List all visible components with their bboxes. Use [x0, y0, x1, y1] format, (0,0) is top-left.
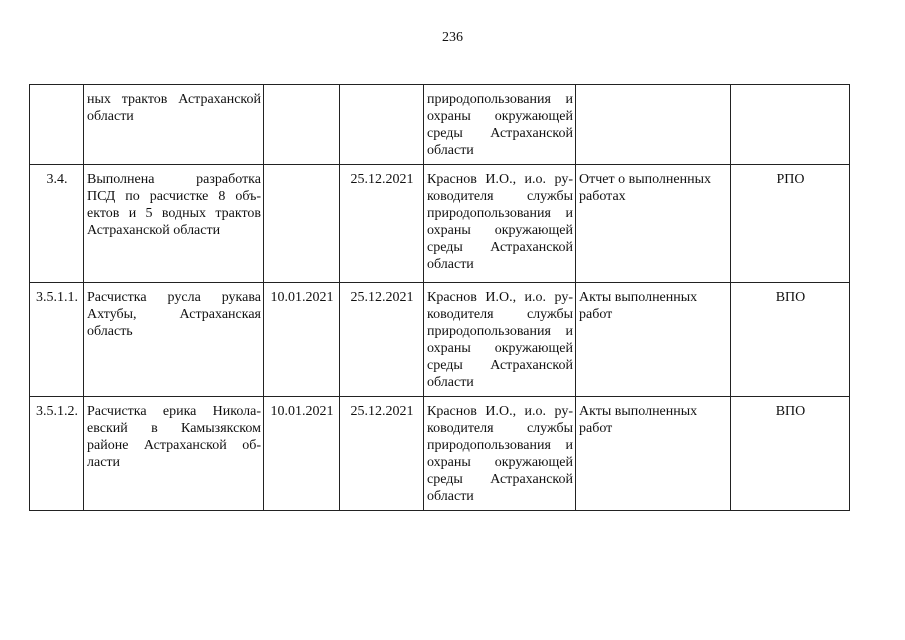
desc-line: Выполнена разработка	[87, 172, 261, 187]
table-row	[30, 283, 850, 397]
cell-number	[30, 85, 84, 165]
resp-line: Краснов И.О., и.о. ру-	[427, 404, 573, 419]
page-number: 236	[442, 30, 463, 45]
doc-line: работах	[579, 189, 626, 204]
cell-number: 3.5.1.1.	[30, 283, 84, 397]
desc-line: районе Астраханской об-	[87, 438, 261, 453]
doc-line: работ	[579, 307, 613, 322]
plan-table-body	[30, 85, 850, 511]
table-row	[30, 397, 850, 511]
resp-line: охраны окружающей	[427, 109, 573, 124]
resp-line: ководителя службы	[427, 189, 573, 204]
cell-responsible	[424, 165, 576, 283]
resp-line: среды Астраханской	[427, 472, 573, 487]
desc-line: ектов и 5 водных трактов	[87, 206, 261, 221]
cell-number: 3.5.1.2.	[30, 397, 84, 511]
cell-description	[84, 283, 264, 397]
cell-end-date: 25.12.2021	[340, 165, 424, 283]
cell-end-date: 25.12.2021	[340, 283, 424, 397]
desc-line: ных трактов Астраханской	[87, 92, 261, 107]
cell-code: ВПО	[731, 397, 850, 511]
cell-start-date	[264, 165, 340, 283]
resp-line: области	[427, 489, 474, 504]
cell-responsible	[424, 397, 576, 511]
cell-responsible	[424, 85, 576, 165]
cell-code: РПО	[731, 165, 850, 283]
resp-line: природопользования и	[427, 324, 573, 339]
doc-line: Акты выполненных	[579, 290, 698, 305]
resp-line: среды Астраханской	[427, 240, 573, 255]
desc-line: области	[87, 109, 134, 124]
resp-line: Краснов И.О., и.о. ру-	[427, 172, 573, 187]
resp-line: ководителя службы	[427, 307, 573, 322]
cell-end-date	[340, 85, 424, 165]
resp-line: природопользования и	[427, 438, 573, 453]
resp-line: охраны окружающей	[427, 223, 573, 238]
desc-line: ПСД по расчистке 8 объ-	[87, 189, 261, 204]
resp-line: природопользования и	[427, 92, 573, 107]
cell-start-date: 10.01.2021	[264, 397, 340, 511]
desc-line: ласти	[87, 455, 121, 470]
cell-code	[731, 85, 850, 165]
resp-line: ководителя службы	[427, 421, 573, 436]
doc-line: Акты выполненных	[579, 404, 698, 419]
cell-document	[576, 283, 731, 397]
cell-responsible	[424, 283, 576, 397]
plan-table	[29, 84, 850, 511]
cell-document	[576, 165, 731, 283]
resp-line: области	[427, 143, 474, 158]
resp-line: среды Астраханской	[427, 358, 573, 373]
doc-line: Отчет о выполненных	[579, 172, 712, 187]
cell-description	[84, 85, 264, 165]
table-row	[30, 85, 850, 165]
cell-start-date: 10.01.2021	[264, 283, 340, 397]
desc-line: Ахтубы, Астраханская	[87, 307, 261, 322]
resp-line: среды Астраханской	[427, 126, 573, 141]
cell-end-date: 25.12.2021	[340, 397, 424, 511]
resp-line: природопользования и	[427, 206, 573, 221]
desc-line: Астраханской области	[87, 223, 221, 238]
cell-document	[576, 85, 731, 165]
resp-line: охраны окружающей	[427, 341, 573, 356]
resp-line: области	[427, 375, 474, 390]
resp-line: области	[427, 257, 474, 272]
cell-number: 3.4.	[30, 165, 84, 283]
resp-line: Краснов И.О., и.о. ру-	[427, 290, 573, 305]
desc-line: область	[87, 324, 133, 339]
desc-line: Расчистка русла рукава	[87, 290, 261, 305]
desc-line: евский в Камызякском	[87, 421, 261, 436]
cell-code: ВПО	[731, 283, 850, 397]
table-row	[30, 165, 850, 283]
cell-description	[84, 397, 264, 511]
cell-start-date	[264, 85, 340, 165]
cell-description	[84, 165, 264, 283]
resp-line: охраны окружающей	[427, 455, 573, 470]
doc-line: работ	[579, 421, 613, 436]
cell-document	[576, 397, 731, 511]
desc-line: Расчистка ерика Никола-	[87, 404, 261, 419]
